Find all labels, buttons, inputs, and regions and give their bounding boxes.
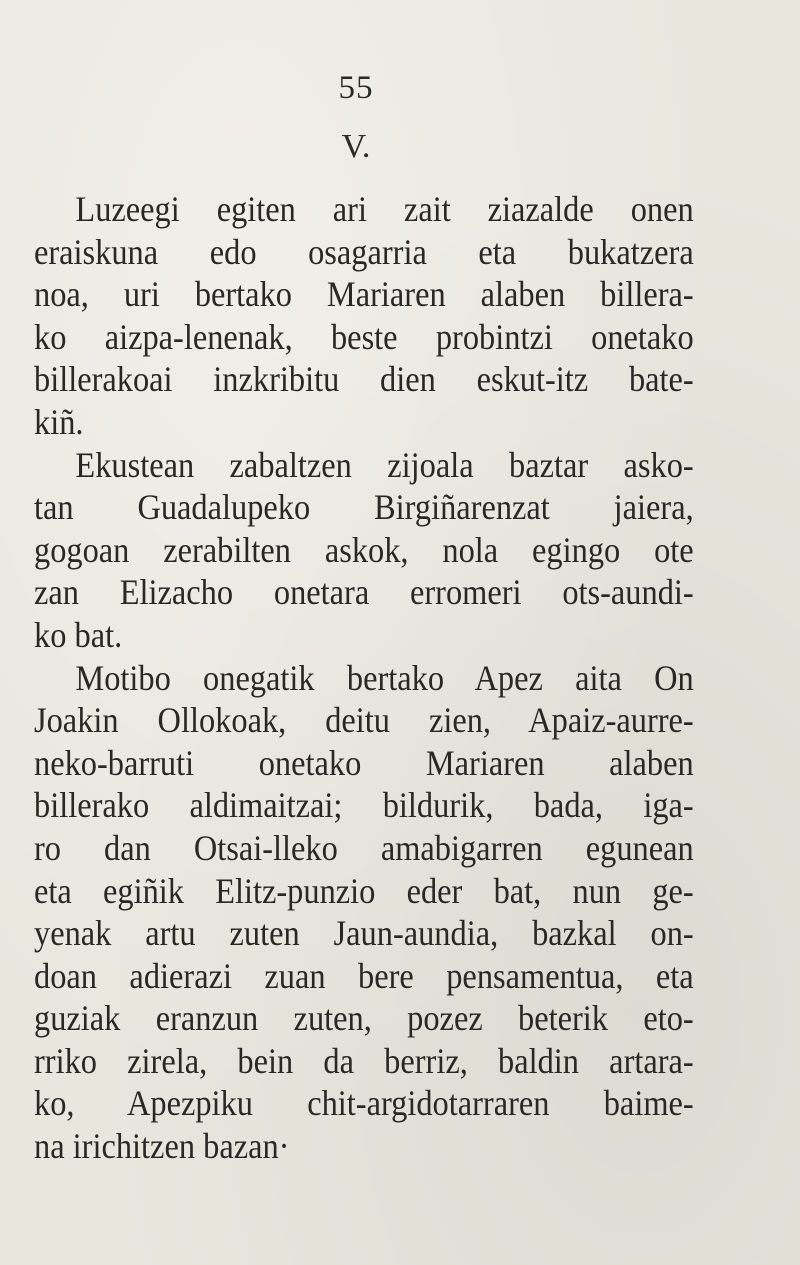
text-line: gogoan zerabilten askok, nola egingo ote: [34, 529, 694, 570]
text-line: rriko zirela, bein da berriz, baldin artara-: [34, 1040, 694, 1081]
body-text: [34, 188, 694, 1168]
text-line: Motibo onegatik bertako Apez aita On: [75, 657, 694, 698]
text-line: yenak artu zuten Jaun-aundia, bazkal on-: [34, 913, 694, 954]
text-line: billerako aldimaitzai; bildurik, bada, iga-: [34, 785, 694, 826]
text-line: ko, Apezpiku chit-argidotarraren baime-: [34, 1083, 694, 1124]
text-line: eraiskuna edo osagarria eta bukatzera: [34, 231, 694, 272]
text-line: na irichitzen bazan·: [34, 1126, 290, 1167]
text-line: kiñ.: [34, 401, 84, 442]
text-line: zan Elizacho onetara erromeri ots-aundi-: [34, 572, 694, 613]
text-line: noa, uri bertako Mariaren alaben billera-: [34, 274, 694, 315]
text-line: billerakoai inzkribitu dien eskut-itz bate-: [34, 359, 694, 400]
page-number: 55: [338, 70, 374, 106]
text-line: eta egiñik Elitz-punzio eder bat, nun ge-: [34, 870, 694, 911]
text-line: guziak eranzun zuten, pozez beterik eto-: [34, 998, 694, 1039]
text-line: Joakin Ollokoak, deitu zien, Apaiz-aurre-: [34, 700, 694, 741]
text-line: neko-barruti onetako Mariaren alaben: [34, 742, 694, 783]
text-line: ro dan Otsai-lleko amabigarren egunean: [34, 827, 694, 868]
text-line: Ekustean zabaltzen zijoala baztar asko-: [75, 444, 694, 485]
text-line: ko aizpa-lenenak, beste probintzi onetako: [34, 316, 694, 357]
text-line: tan Guadalupeko Birgiñarenzat jaiera,: [34, 487, 694, 528]
text-line: Luzeegi egiten ari zait ziazalde onen: [75, 189, 694, 229]
text-line: doan adierazi zuan bere pensamentua, eta: [34, 955, 694, 996]
chapter-heading: V.: [341, 128, 371, 165]
text-line: ko bat.: [34, 614, 123, 655]
